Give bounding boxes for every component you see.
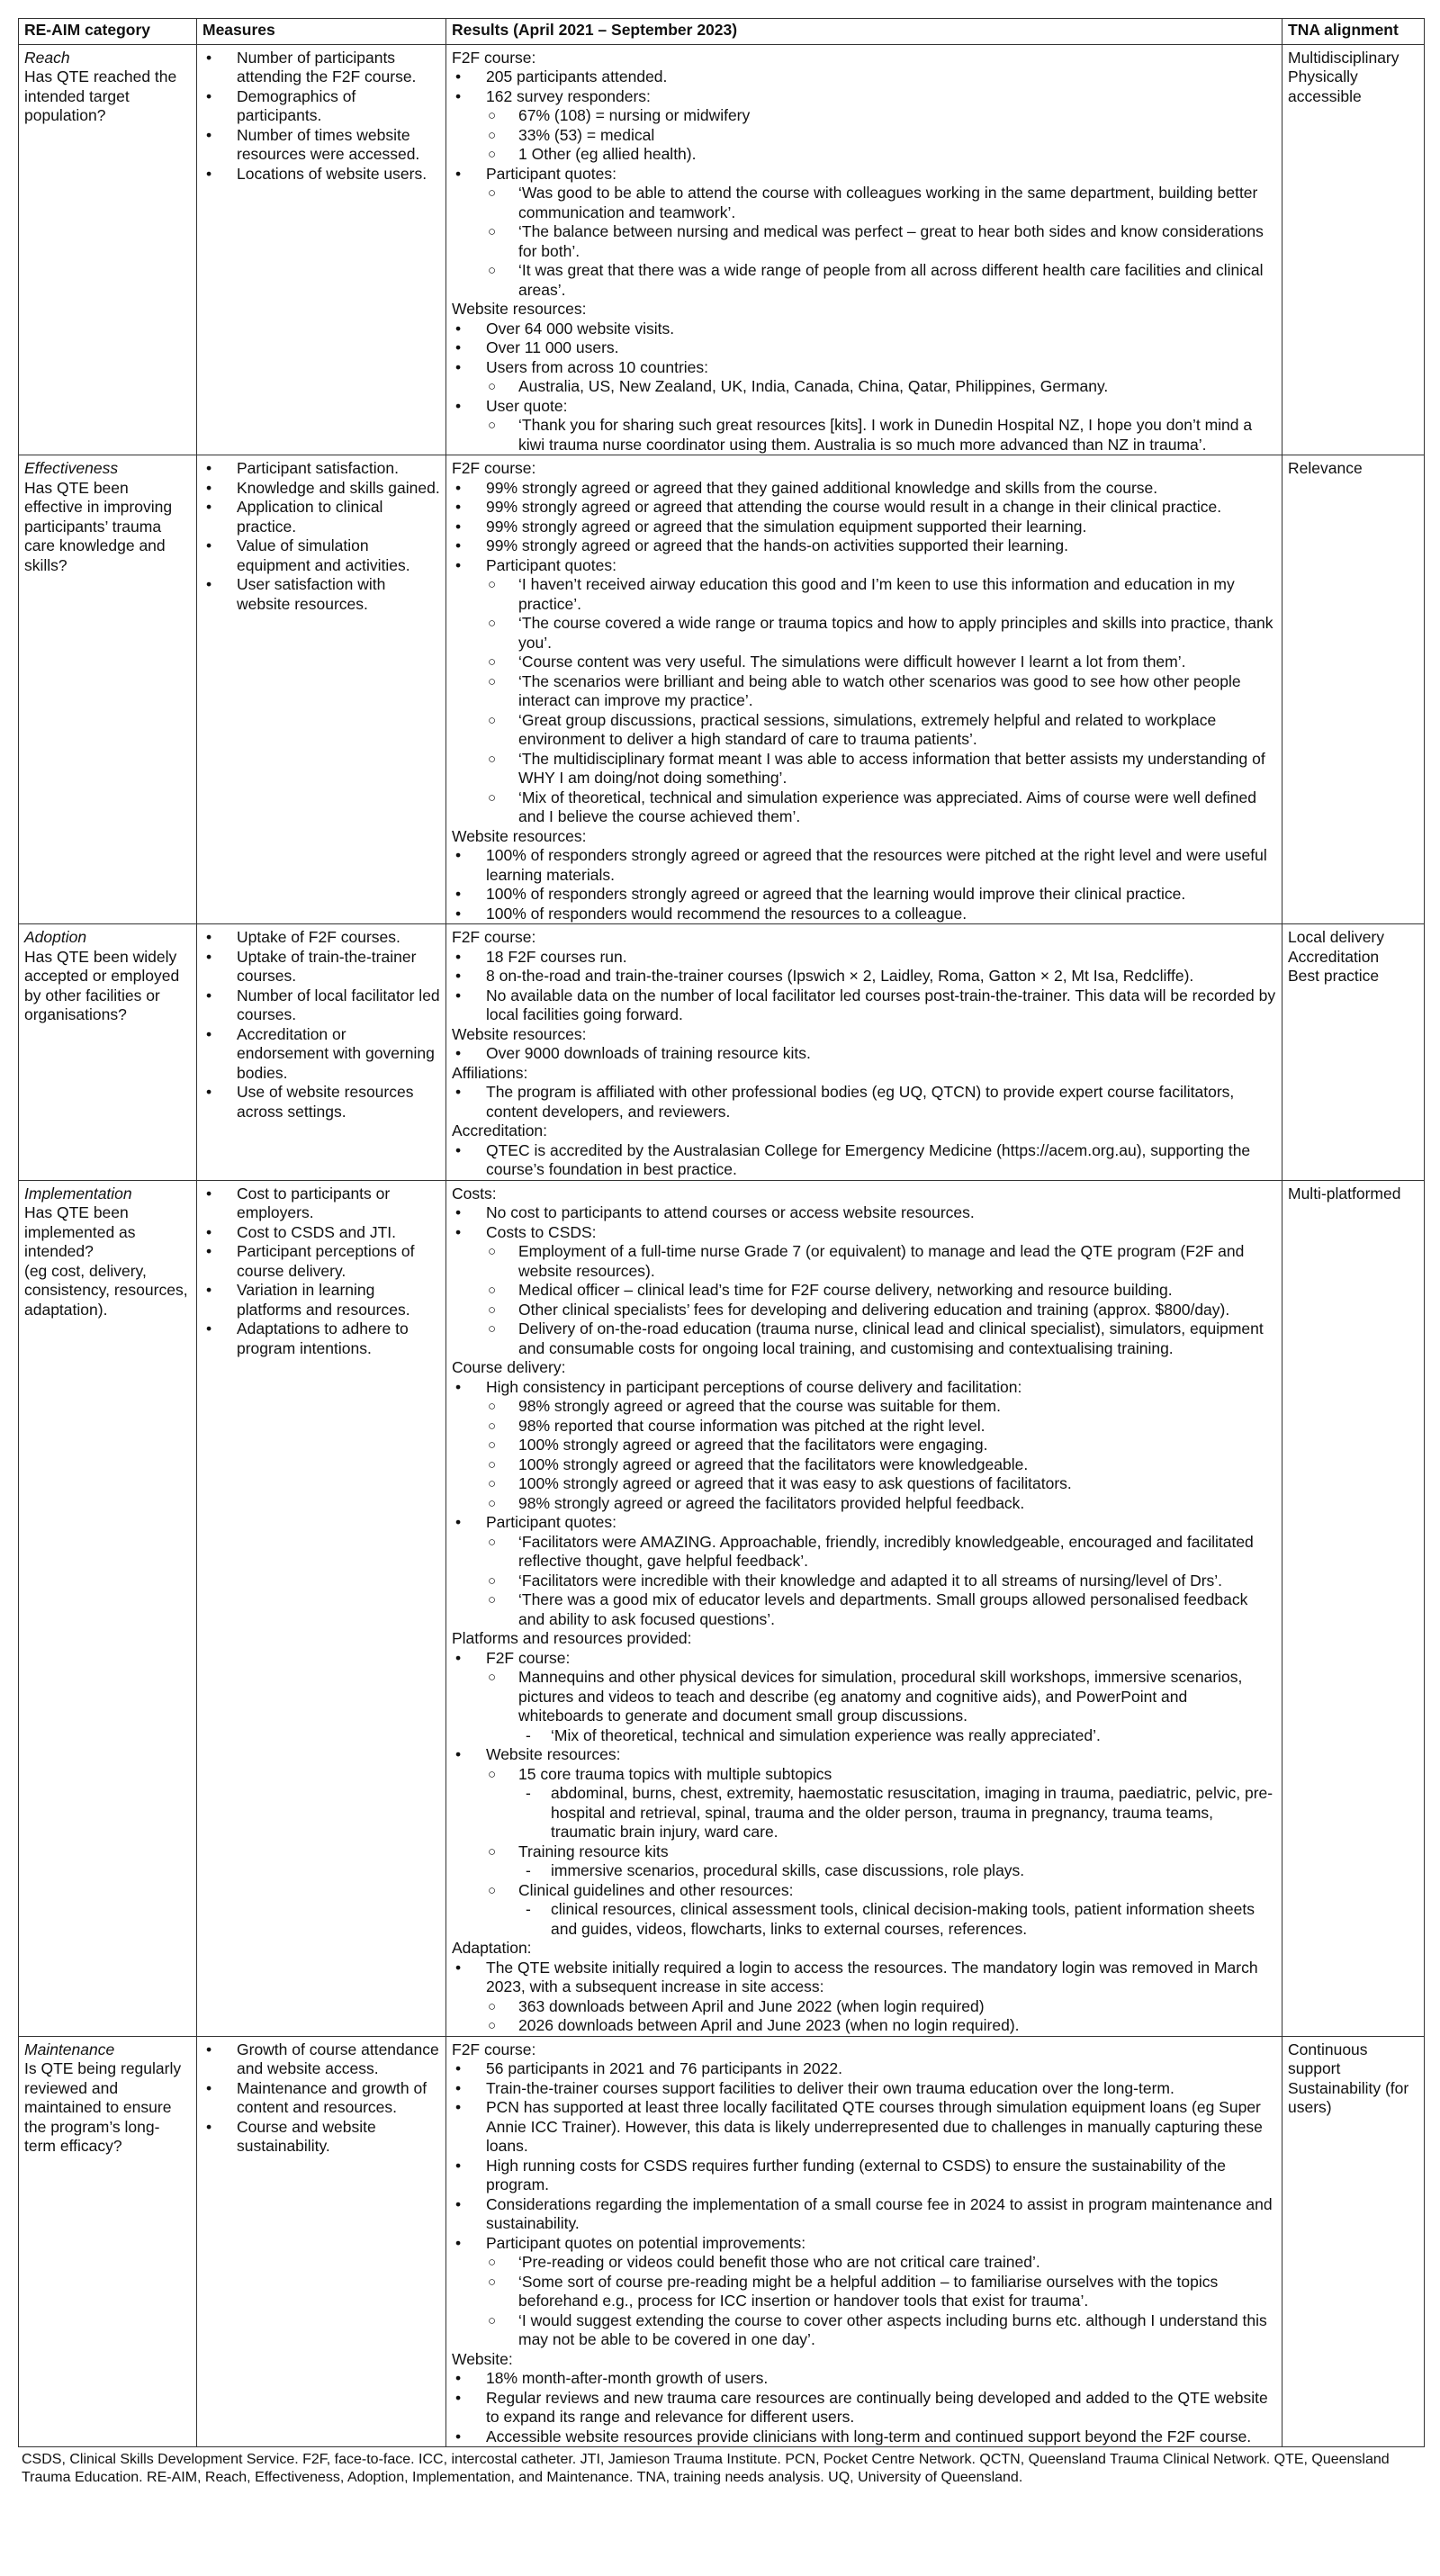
- list-item: [452, 885, 1276, 905]
- results-section-heading: Costs:: [452, 1184, 497, 1202]
- list-item: [452, 479, 1276, 499]
- list-item-text: 162 survey responders:: [486, 86, 651, 105]
- category-question: Is QTE being regularly reviewed and maintained to ensure the program’s long-term efficacy?: [24, 2059, 182, 2155]
- results-cell: [446, 2036, 1282, 2447]
- results-section-heading: F2F course:: [452, 48, 536, 67]
- list-item-text: F2F course:: [486, 1648, 571, 1667]
- list-item: [486, 1842, 1276, 1881]
- list-item: [452, 320, 1276, 339]
- measure-item: • Number of local facilitator led courses.: [202, 986, 440, 1025]
- list-item: [452, 1649, 1276, 1746]
- bullet-list-level-1: [452, 1141, 1276, 1180]
- category-cell: [19, 2036, 197, 2447]
- measure-item: • Number of participants attending the F2F course.: [202, 49, 440, 87]
- results-section: [452, 2350, 1276, 2447]
- results-section-heading: Website:: [452, 2349, 513, 2368]
- list-item: [486, 672, 1276, 711]
- category-name: Implementation: [24, 1184, 132, 1202]
- table-row: [19, 2036, 1425, 2447]
- tna-alignment-item: Best practice: [1288, 967, 1380, 985]
- list-item-text: The program is affiliated with other professional bodies (eg UQ, QTCN) to provide expert course facilitators, content developers, and reviewers.: [486, 1083, 1235, 1121]
- results-section-heading: Course delivery:: [452, 1358, 566, 1376]
- list-item-text: Train-the-trainer courses support facilities to deliver their own trauma education over the long-term.: [486, 2078, 1174, 2097]
- list-item: [452, 2059, 1276, 2079]
- bullet-list-level-2: [486, 2253, 1276, 2350]
- results-section-heading: Adaptation:: [452, 1939, 532, 1957]
- list-item-text: Medical officer – clinical lead’s time for F2F course delivery, networking and resource building.: [518, 1281, 1173, 1299]
- list-item: [452, 338, 1276, 358]
- list-item-text: 205 participants attended.: [486, 68, 668, 86]
- list-item-text: PCN has supported at least three locally facilitated QTE courses through simulation equipment loans (eg Super Annie ICC Trainer). However, this data is likely underrepresented due to challenges in manually capturing these loans.: [486, 2098, 1263, 2155]
- measure-item: • User satisfaction with website resources.: [202, 575, 440, 614]
- measures-cell: [197, 924, 446, 1181]
- list-item-text: ‘It was great that there was a wide range of people from all across different health care facilities and clinical areas’.: [518, 261, 1264, 299]
- measure-item: • Accreditation or endorsement with governing bodies.: [202, 1025, 440, 1084]
- list-item-text: ‘The course covered a wide range or trauma topics and how to apply principles and skills into practice, thank you’.: [518, 614, 1274, 652]
- bullet-list-level-2: [486, 1533, 1276, 1630]
- list-item-text: abdominal, burns, chest, extremity, haemostatic resuscitation, imaging in trauma, paediatric, pelvic, pre-hospital and retrieval, spinal, trauma and the older person, trauma in pregnancy, trauma teams, traumatic brain injury, ward care.: [551, 1784, 1274, 1841]
- tna-alignment-item: Sustainability (for users): [1288, 2078, 1409, 2116]
- list-item-text: The QTE website initially required a login to access the resources. The mandatory login was removed in March 2023, with a subsequent increase in site access:: [486, 1958, 1258, 1995]
- list-item-text: Mannequins and other physical devices for simulation, procedural skill workshops, immersive scenarios, pictures and videos to teach and describe (eg anatomy and cognitive aids), and PowerPoint and whiteboards to generate and document small group discussions.: [518, 1668, 1243, 1725]
- list-item-text: Employment of a full-time nurse Grade 7 (or equivalent) to manage and lead the QTE program (F2F and website resources).: [518, 1242, 1245, 1280]
- list-item: [452, 1959, 1276, 2036]
- list-item-text: Over 11 000 users.: [486, 338, 619, 356]
- measures-list: [202, 49, 440, 185]
- list-item-text: ‘Facilitators were AMAZING. Approachable, friendly, incredibly knowledgeable, encouraged and facilitated reflective thought, gave helpful feedback’.: [518, 1532, 1254, 1570]
- list-item: [452, 2427, 1276, 2447]
- list-item: [452, 986, 1276, 1025]
- measure-item: • Uptake of train-the-trainer courses.: [202, 948, 440, 986]
- list-item-text: Training resource kits: [518, 1842, 669, 1860]
- list-item: [486, 788, 1276, 827]
- list-item: [452, 1203, 1276, 1223]
- list-item: [486, 1494, 1276, 1514]
- list-item: [486, 2253, 1276, 2273]
- bullet-list-level-1: [452, 1044, 1276, 1064]
- list-item-text: 56 participants in 2021 and 76 participants in 2022.: [486, 2059, 842, 2077]
- bullet-list-level-2: [486, 416, 1276, 455]
- list-item: [486, 222, 1276, 261]
- table-row: [19, 1180, 1425, 2036]
- list-item-text: 100% strongly agreed or agreed that it was easy to ask questions of facilitators.: [518, 1474, 1072, 1492]
- list-item: [486, 1320, 1276, 1358]
- results-cell: [446, 455, 1282, 924]
- list-item: [452, 1745, 1276, 1939]
- measure-item: • Cost to CSDS and JTI.: [202, 1223, 440, 1243]
- list-item-text: Participant quotes:: [486, 164, 616, 183]
- re-aim-table: [18, 18, 1425, 2447]
- results-section: [452, 1064, 1276, 1122]
- list-item: [486, 1997, 1276, 2017]
- measure-item: • Cost to participants or employers.: [202, 1184, 440, 1223]
- list-item: [452, 2195, 1276, 2234]
- list-item-text: ‘Pre-reading or videos could benefit those who are not critical care trained’.: [518, 2253, 1040, 2271]
- list-item: [486, 416, 1276, 455]
- tna-alignment-item: Continuous support: [1288, 2040, 1368, 2077]
- results-section-heading: F2F course:: [452, 2040, 536, 2058]
- list-item-text: QTEC is accredited by the Australasian College for Emergency Medicine (https://acem.org.au), supporting the course’s foundation in best practice.: [486, 1140, 1251, 1178]
- results-section-heading: F2F course:: [452, 928, 536, 946]
- header-row: [19, 19, 1425, 45]
- results-section: [452, 1184, 1276, 1359]
- category-cell: [19, 455, 197, 924]
- list-item: [452, 948, 1276, 968]
- results-section-heading: Accreditation:: [452, 1121, 548, 1139]
- list-item-text: clinical resources, clinical assessment tools, clinical decision-making tools, patient information sheets and guides, videos, flowcharts, links to external courses, references.: [551, 1900, 1256, 1938]
- list-item: [452, 498, 1276, 518]
- list-item-text: 8 on-the-road and train-the-trainer courses (Ipswich × 2, Laidley, Roma, Gatton × 2, Mt Isa, Redcliffe).: [486, 967, 1194, 985]
- list-item-text: Participant quotes on potential improvements:: [486, 2233, 806, 2252]
- category-question: Has QTE been implemented as intended?: [24, 1203, 136, 1260]
- list-item-text: Costs to CSDS:: [486, 1222, 597, 1241]
- list-item: [452, 2234, 1276, 2350]
- list-item-text: ‘Facilitators were incredible with their knowledge and adapted it to all streams of nursing/level of Drs’.: [518, 1571, 1223, 1590]
- list-item: [518, 1900, 1276, 1939]
- list-item: [452, 1378, 1276, 1514]
- bullet-list-level-1: [452, 1649, 1276, 1940]
- table-row: [19, 455, 1425, 924]
- list-item: [518, 1861, 1276, 1881]
- measures-cell: [197, 455, 446, 924]
- list-item-text: 98% reported that course information was pitched at the right level.: [518, 1416, 986, 1435]
- results-section: [452, 300, 1276, 455]
- category-question: Has QTE been effective in improving participants’ trauma care knowledge and skills?: [24, 478, 173, 574]
- results-section-heading: F2F course:: [452, 459, 536, 477]
- table-body: [19, 44, 1425, 2447]
- list-item-text: ‘Mix of theoretical, technical and simulation experience was really appreciated’.: [551, 1725, 1101, 1744]
- list-item-text: No available data on the number of local facilitator led courses post-train-the-trainer. This data will be recorded by local facilities going forward.: [486, 986, 1276, 1023]
- results-cell: [446, 44, 1282, 455]
- list-item: [486, 2016, 1276, 2036]
- measure-item: • Growth of course attendance and website access.: [202, 2040, 440, 2079]
- list-item-text: 100% of responders strongly agreed or agreed that the learning would improve their clinical practice.: [486, 885, 1186, 903]
- list-item-text: ‘Course content was very useful. The simulations were difficult however I learnt a lot from them’.: [518, 653, 1186, 671]
- list-item-text: 100% strongly agreed or agreed that the facilitators were knowledgeable.: [518, 1455, 1029, 1473]
- bullet-list-level-1: [452, 1203, 1276, 1358]
- list-item: [452, 2098, 1276, 2157]
- table-row: [19, 44, 1425, 455]
- bullet-list-level-2: [486, 1997, 1276, 2036]
- bullet-list-level-3: [518, 1784, 1276, 1842]
- list-item: [486, 575, 1276, 614]
- list-item-text: Users from across 10 countries:: [486, 357, 709, 376]
- category-cell: [19, 1180, 197, 2036]
- category-cell: [19, 44, 197, 455]
- list-item-text: Australia, US, New Zealand, UK, India, Canada, China, Qatar, Philippines, Germany.: [518, 377, 1109, 395]
- measure-item: • Participant perceptions of course delivery.: [202, 1242, 440, 1281]
- list-item: [486, 711, 1276, 750]
- bullet-list-level-1: [452, 320, 1276, 455]
- list-item: [486, 1572, 1276, 1591]
- list-item-text: ‘The scenarios were brilliant and being able to watch other scenarios was good to see how other people interact can improve my practice’.: [518, 671, 1241, 709]
- measure-item: • Demographics of participants.: [202, 87, 440, 126]
- list-item: [486, 1881, 1276, 1940]
- list-item: [452, 1044, 1276, 1064]
- bullet-list-level-2: [486, 1765, 1276, 1940]
- list-item: [486, 1765, 1276, 1842]
- list-item-text: 99% strongly agreed or agreed that attending the course would result in a change in their clinical practice.: [486, 498, 1222, 516]
- tna-alignment-item: Physically accessible: [1288, 68, 1362, 105]
- results-section-heading: Platforms and resources provided:: [452, 1629, 692, 1647]
- measures-list: [202, 2040, 440, 2157]
- table-row: [19, 924, 1425, 1181]
- list-item-text: 1 Other (eg allied health).: [518, 145, 697, 163]
- measure-item: • Knowledge and skills gained.: [202, 479, 440, 499]
- list-item-text: Delivery of on-the-road education (trauma nurse, clinical lead and clinical specialist), simulators, equipment and consumable costs for ongoing local training, and customising and contextualising training.: [518, 1320, 1264, 1357]
- results-section-heading: Website resources:: [452, 1024, 587, 1043]
- list-item-text: 100% of responders strongly agreed or agreed that the resources were pitched at the right level and were useful learning materials.: [486, 846, 1267, 884]
- results-cell: [446, 924, 1282, 1181]
- list-item-text: ‘I would suggest extending the course to cover other aspects including burns etc. although I understand this may not be able to be covered in one day’.: [518, 2310, 1267, 2348]
- list-item-text: 98% strongly agreed or agreed the facilitators provided helpful feedback.: [518, 1493, 1025, 1512]
- list-item-text: 18 F2F courses run.: [486, 947, 627, 966]
- results-section: [452, 1939, 1276, 2036]
- measure-item: • Adaptations to adhere to program intentions.: [202, 1320, 440, 1358]
- bullet-list-level-1: [452, 846, 1276, 923]
- list-item: [486, 614, 1276, 653]
- list-item-text: High running costs for CSDS requires further funding (external to CSDS) to ensure the sustainability of the program.: [486, 2156, 1226, 2193]
- tna-alignment-cell: [1282, 44, 1425, 455]
- list-item: [452, 846, 1276, 885]
- category-name: Maintenance: [24, 2040, 115, 2058]
- list-item: [486, 1436, 1276, 1455]
- measures-cell: [197, 1180, 446, 2036]
- header-tna-alignment: TNA alignment: [1282, 19, 1425, 45]
- results-section: [452, 1358, 1276, 1629]
- category-question-note: (eg cost, delivery, consistency, resources, adaptation).: [24, 1261, 188, 1319]
- list-item: [452, 967, 1276, 986]
- list-item: [452, 1141, 1276, 1180]
- list-item-text: 363 downloads between April and June 2022 (when login required): [518, 1996, 985, 2015]
- measures-list: [202, 928, 440, 1121]
- list-item-text: 99% strongly agreed or agreed that they gained additional knowledge and skills from the course.: [486, 478, 1158, 497]
- list-item: [518, 1784, 1276, 1842]
- list-item-text: Regular reviews and new trauma care resources are continually being developed and added to the QTE website to expand its range and relevance for different users.: [486, 2388, 1268, 2426]
- list-item: [486, 1590, 1276, 1629]
- tna-alignment-cell: [1282, 455, 1425, 924]
- bullet-list-level-1: [452, 479, 1276, 827]
- list-item-text: Accessible website resources provide clinicians with long-term and continued support beyond the F2F course.: [486, 2427, 1252, 2445]
- list-item: [486, 106, 1276, 126]
- category-name: Effectiveness: [24, 459, 119, 477]
- list-item-text: 18% month-after-month growth of users.: [486, 2369, 769, 2387]
- results-section: [452, 1025, 1276, 1064]
- bullet-list-level-3: [518, 1900, 1276, 1939]
- results-section: [452, 459, 1276, 827]
- bullet-list-level-1: [452, 2369, 1276, 2446]
- measure-item: • Locations of website users.: [202, 165, 440, 185]
- measures-cell: [197, 44, 446, 455]
- list-item-text: 67% (108) = nursing or midwifery: [518, 106, 751, 124]
- list-item-text: ‘Was good to be able to attend the course with colleagues working in the same department, building better communication and teamwork’.: [518, 184, 1258, 221]
- list-item-text: Over 64 000 website visits.: [486, 319, 675, 338]
- footnote: CSDS, Clinical Skills Development Service. F2F, face-to-face. ICC, intercostal catheter. JTI, Jamieson Trauma Institute. PCN, Pocket Centre Network. QCTN, Queensland Trauma Clinical Network. QTE, Queensland Trauma Education. RE-AIM, Reach, Effectiveness, Adoption, Implementation, and Maintenance. TNA, training needs analysis. UQ, University of Queensland.: [22, 2452, 1390, 2485]
- tna-alignment-item: Accreditation: [1288, 947, 1380, 966]
- results-section: [452, 2040, 1276, 2350]
- list-item-text: 99% strongly agreed or agreed that the hands-on activities supported their learning.: [486, 536, 1068, 554]
- bullet-list-level-1: [452, 68, 1276, 300]
- list-item: [452, 1083, 1276, 1121]
- list-item-text: ‘The balance between nursing and medical was perfect – great to hear both sides and know considerations for both’.: [518, 222, 1264, 260]
- list-item: [486, 1242, 1276, 1281]
- bullet-list-level-2: [486, 1668, 1276, 1745]
- list-item: [486, 653, 1276, 672]
- tna-alignment-item: Relevance: [1288, 459, 1363, 477]
- list-item-text: 15 core trauma topics with multiple subtopics: [518, 1764, 832, 1783]
- list-item: [486, 1668, 1276, 1745]
- bullet-list-level-1: [452, 1959, 1276, 2036]
- measure-item: • Uptake of F2F courses.: [202, 928, 440, 948]
- list-item: [452, 68, 1276, 87]
- measure-item: • Application to clinical practice.: [202, 498, 440, 536]
- list-item: [452, 397, 1276, 455]
- list-item: [486, 1533, 1276, 1572]
- measures-list: [202, 459, 440, 614]
- list-item: [452, 2369, 1276, 2389]
- list-item: [518, 1726, 1276, 1746]
- measures-list: [202, 1184, 440, 1359]
- list-item: [486, 2273, 1276, 2311]
- list-item-text: 100% strongly agreed or agreed that the facilitators were engaging.: [518, 1436, 988, 1454]
- category-question: Has QTE reached the intended target population?: [24, 68, 177, 124]
- list-item: [486, 1397, 1276, 1417]
- list-item-text: 98% strongly agreed or agreed that the course was suitable for them.: [518, 1397, 1001, 1415]
- measure-item: • Variation in learning platforms and resources.: [202, 1281, 440, 1320]
- list-item: [452, 87, 1276, 165]
- list-item: [452, 165, 1276, 301]
- list-item-text: User quote:: [486, 396, 568, 415]
- bullet-list-level-2: [486, 377, 1276, 397]
- list-item: [486, 2311, 1276, 2350]
- list-item: [486, 750, 1276, 788]
- results-section: [452, 1629, 1276, 1939]
- header-results: Results (April 2021 – September 2023): [446, 19, 1282, 45]
- bullet-list-level-1: [452, 948, 1276, 1025]
- list-item-text: Over 9000 downloads of training resource kits.: [486, 1044, 811, 1062]
- list-item: [452, 556, 1276, 827]
- results-section-heading: Website resources:: [452, 300, 587, 318]
- category-name: Reach: [24, 48, 70, 67]
- list-item: [486, 1455, 1276, 1475]
- list-item-text: ‘The multidisciplinary format meant I was able to access information that better assists my understanding of WHY I am doing/not doing something’.: [518, 749, 1265, 787]
- list-item: [486, 1474, 1276, 1494]
- measure-item: • Number of times website resources were accessed.: [202, 126, 440, 165]
- results-section-heading: Website resources:: [452, 826, 587, 845]
- tna-alignment-item: Multidisciplinary: [1288, 48, 1400, 67]
- list-item-text: 33% (53) = medical: [518, 125, 655, 144]
- measure-item: • Participant satisfaction.: [202, 459, 440, 479]
- document-sheet: [18, 18, 1424, 2487]
- header-measures: Measures: [197, 19, 446, 45]
- list-item: [452, 2079, 1276, 2099]
- list-item: [486, 261, 1276, 300]
- list-item-text: 100% of responders would recommend the resources to a colleague.: [486, 904, 968, 923]
- bullet-list-level-2: [486, 106, 1276, 165]
- list-item-text: 2026 downloads between April and June 2023 (when no login required).: [518, 2016, 1020, 2034]
- results-cell: [446, 1180, 1282, 2036]
- bullet-list-level-1: [452, 1378, 1276, 1630]
- list-item: [486, 1301, 1276, 1320]
- list-item-text: ‘Thank you for sharing such great resources [kits]. I work in Dunedin Hospital NZ, I hope you don’t mind a kiwi trauma nurse coordinator using them. Australia is so much more advanced than NZ in trauma’.: [518, 416, 1253, 454]
- bullet-list-level-3: [518, 1861, 1276, 1881]
- tna-alignment-cell: [1282, 1180, 1425, 2036]
- tna-alignment-item: Multi-platformed: [1288, 1184, 1401, 1202]
- measure-item: • Maintenance and growth of content and resources.: [202, 2079, 440, 2118]
- measures-cell: [197, 2036, 446, 2447]
- list-item: [486, 145, 1276, 165]
- results-section: [452, 827, 1276, 924]
- list-item-text: Participant quotes:: [486, 1513, 616, 1531]
- list-item: [452, 358, 1276, 397]
- measure-item: • Value of simulation equipment and activities.: [202, 536, 440, 575]
- list-item-text: Other clinical specialists’ fees for developing and delivering education and training (approx. $800/day).: [518, 1300, 1230, 1319]
- list-item-text: No cost to participants to attend courses or access website resources.: [486, 1203, 975, 1221]
- tna-alignment-cell: [1282, 2036, 1425, 2447]
- category-question: Has QTE been widely accepted or employed by other facilities or organisations?: [24, 947, 180, 1023]
- list-item-text: ‘Mix of theoretical, technical and simulation experience was appreciated. Aims of course were well defined and I believe the course achieved them’.: [518, 788, 1257, 825]
- list-item-text: immersive scenarios, procedural skills, case discussions, role plays.: [551, 1861, 1025, 1879]
- category-cell: [19, 924, 197, 1181]
- list-item: [486, 377, 1276, 397]
- list-item-text: ‘There was a good mix of educator levels and departments. Small groups allowed personalised feedback and ability to ask focused questions’.: [518, 1590, 1248, 1628]
- list-item: [452, 2389, 1276, 2427]
- list-item: [452, 2157, 1276, 2195]
- results-section: [452, 928, 1276, 1025]
- measure-item: • Course and website sustainability.: [202, 2118, 440, 2157]
- bullet-list-level-3: [518, 1726, 1276, 1746]
- list-item: [452, 536, 1276, 556]
- list-item: [486, 126, 1276, 146]
- list-item-text: 99% strongly agreed or agreed that the simulation equipment supported their learning.: [486, 517, 1087, 536]
- bullet-list-level-2: [486, 575, 1276, 827]
- list-item: [452, 518, 1276, 537]
- list-item: [452, 1223, 1276, 1359]
- list-item: [486, 1417, 1276, 1437]
- bullet-list-level-2: [486, 1397, 1276, 1513]
- list-item-text: ‘I haven’t received airway education this good and I’m keen to use this information and education in my practice’.: [518, 575, 1235, 613]
- tna-alignment-item: Local delivery: [1288, 928, 1384, 946]
- list-item-text: ‘Great group discussions, practical sessions, simulations, extremely helpful and related to workplace environment to deliver a high standard of care to trauma patients’.: [518, 710, 1217, 748]
- tna-alignment-cell: [1282, 924, 1425, 1181]
- list-item-text: High consistency in participant perceptions of course delivery and facilitation:: [486, 1377, 1022, 1396]
- list-item-text: Considerations regarding the implementation of a small course fee in 2024 to assist in program maintenance and sustainability.: [486, 2194, 1273, 2232]
- bullet-list-level-1: [452, 2059, 1276, 2350]
- list-item: [486, 184, 1276, 222]
- list-item-text: ‘Some sort of course pre-reading might be a helpful addition – to familiarise ourselves with the topics beforehand e.g., process for ICC insertion or handover tools that exist for trauma’.: [518, 2272, 1219, 2310]
- header-category: RE-AIM category: [19, 19, 197, 45]
- category-name: Adoption: [24, 928, 87, 946]
- list-item-text: Website resources:: [486, 1745, 621, 1763]
- list-item-text: Clinical guidelines and other resources:: [518, 1880, 794, 1899]
- results-section-heading: Affiliations:: [452, 1063, 528, 1082]
- list-item: [486, 1281, 1276, 1301]
- results-section: [452, 49, 1276, 301]
- bullet-list-level-2: [486, 1242, 1276, 1358]
- bullet-list-level-2: [486, 184, 1276, 300]
- list-item: [452, 905, 1276, 924]
- measure-item: • Use of website resources across settings.: [202, 1083, 440, 1121]
- list-item-text: Participant quotes:: [486, 555, 616, 574]
- results-section: [452, 1121, 1276, 1180]
- list-item: [452, 1513, 1276, 1629]
- bullet-list-level-1: [452, 1083, 1276, 1121]
